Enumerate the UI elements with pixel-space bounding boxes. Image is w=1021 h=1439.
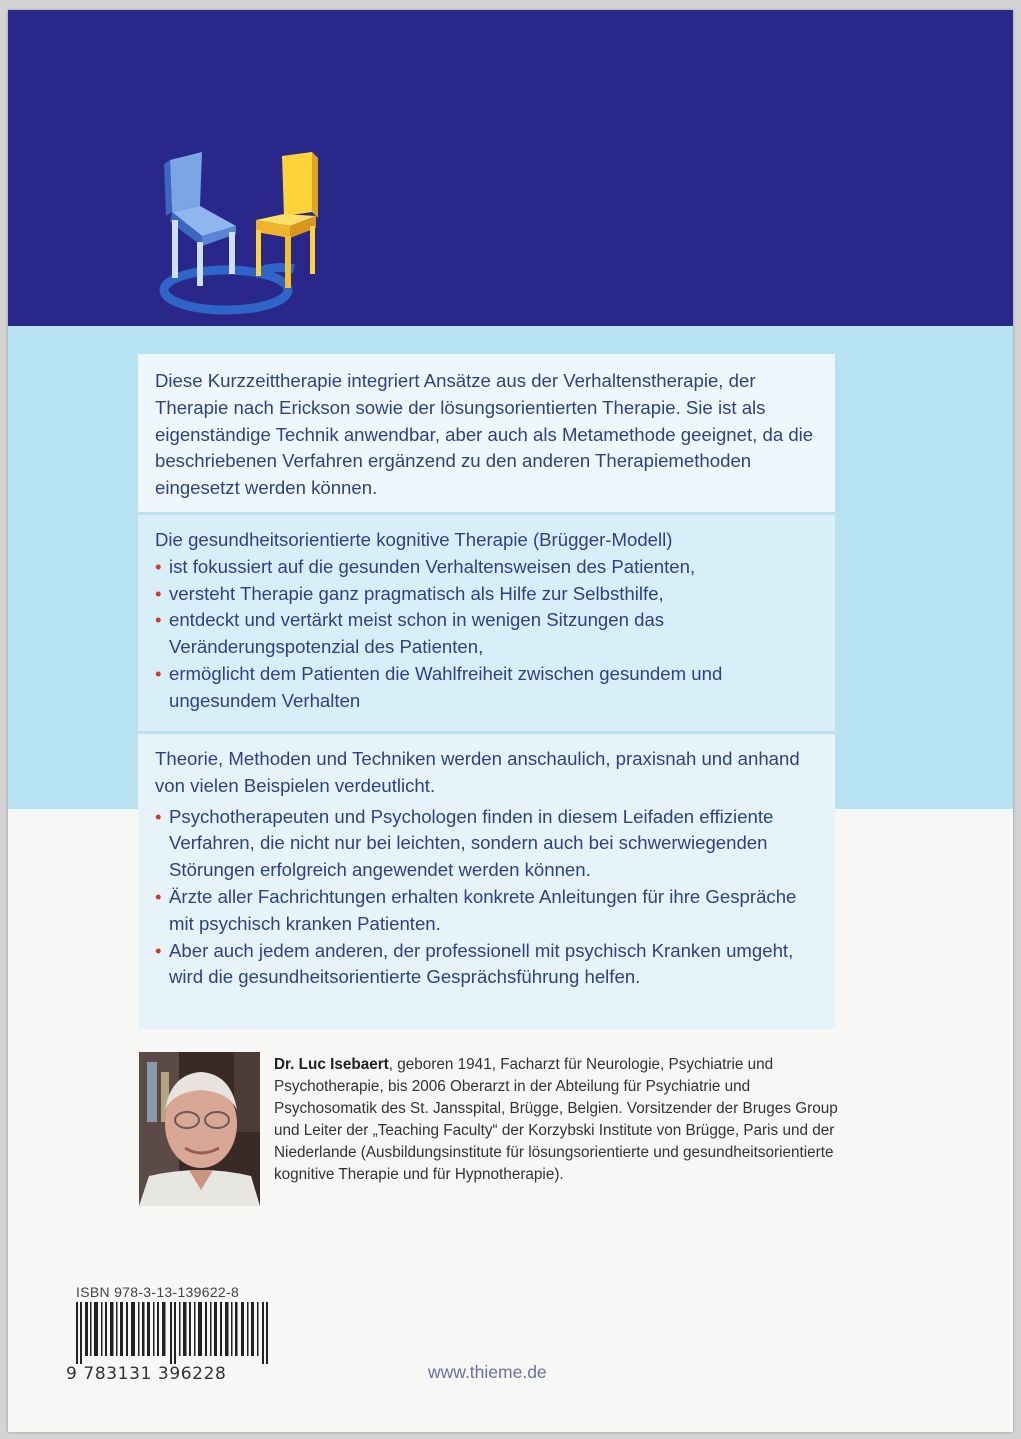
audience-panel bbox=[138, 734, 835, 1029]
isbn-label: ISBN 978-3-13-139622-8 bbox=[76, 1284, 240, 1300]
intro-panel bbox=[138, 354, 835, 512]
list-item: • Ärzte aller Fachrichtungen erhalten konkrete Anleitungen für ihre Gespräche mit psychisch kranken Patienten. bbox=[155, 885, 797, 934]
method-intro: Die gesundheitsorientierte kognitive Therapie (Brügger-Modell) bbox=[155, 529, 673, 550]
two-chairs-logo-icon bbox=[156, 150, 336, 320]
bullet-icon: • bbox=[155, 939, 162, 961]
method-panel bbox=[138, 515, 835, 731]
barcode-icon bbox=[76, 1302, 268, 1364]
bullet-icon: • bbox=[155, 582, 162, 604]
list-item: • ist fokussiert auf die gesunden Verhaltensweisen des Patienten, bbox=[155, 554, 821, 581]
list-item: • Psychotherapeuten und Psychologen finden in diesem Leifaden effiziente Verfahren, die nicht nur bei leichten, sondern auch bei schwerwiegenden Störungen erfolgreich angewendet werden können. bbox=[155, 805, 774, 881]
list-item: • Aber auch jedem anderen, der professionell mit psychisch Kranken umgeht, wird die gesundheitsorientierte Gesprächsführung helfen. bbox=[155, 939, 794, 988]
bullet-icon: • bbox=[155, 555, 162, 577]
bullet-icon: • bbox=[155, 805, 162, 827]
book-back-cover bbox=[8, 10, 1013, 1432]
bullet-icon: • bbox=[155, 662, 162, 684]
author-bio bbox=[274, 1054, 844, 1186]
list-item: • entdeckt und vertärkt meist schon in wenigen Sitzungen das Veränderungspotenzial des Patienten, bbox=[155, 609, 665, 658]
barcode-number: 9 783131 396228 bbox=[66, 1364, 227, 1384]
bullet-icon: • bbox=[155, 609, 162, 631]
method-list bbox=[155, 554, 821, 715]
publisher-website: www.thieme.de bbox=[428, 1362, 547, 1382]
list-item: • ermöglicht dem Patienten die Wahlfreiheit zwischen gesundem und ungesundem Verhalten bbox=[155, 662, 723, 711]
bullet-icon: • bbox=[155, 885, 162, 907]
audience-intro: Theorie, Methoden und Techniken werden anschaulich, praxisnah und anhand von vielen Beispielen verdeutlicht. bbox=[155, 748, 800, 796]
audience-list bbox=[155, 804, 821, 992]
author-bio-text: , geboren 1941, Facharzt für Neurologie, Psychiatrie und Psychotherapie, bis 2006 Oberarzt in der Abteilung für Psychiatrie und Psychosomatik des St. Jansspital, Brügge, Belgien. Vorsitzender der Bruges Group und Leiter der „Teaching Faculty“ der Korzybski Institute von Brügge, Paris und der Niederlande (Ausbildungsinstitute für lösungsorientierte und gesundheitsorientierte kognitive Therapie und für Hypnotherapie). bbox=[274, 1056, 838, 1183]
author-name: Dr. Luc Isebaert bbox=[274, 1056, 389, 1073]
list-item: • versteht Therapie ganz pragmatisch als Hilfe zur Selbsthilfe, bbox=[155, 581, 821, 608]
author-photo bbox=[139, 1052, 260, 1206]
intro-paragraph: Diese Kurzzeittherapie integriert Ansätze aus der Verhaltenstherapie, der Therapie nach Erickson sowie der lösungsorientierten Therapie. Sie ist als eigenständige Technik anwendbar, aber auch als Metamethode geeignet, da die beschriebenen Verfahren ergänzend zu den anderen Therapiemethoden eingesetzt werden können. bbox=[155, 370, 814, 499]
